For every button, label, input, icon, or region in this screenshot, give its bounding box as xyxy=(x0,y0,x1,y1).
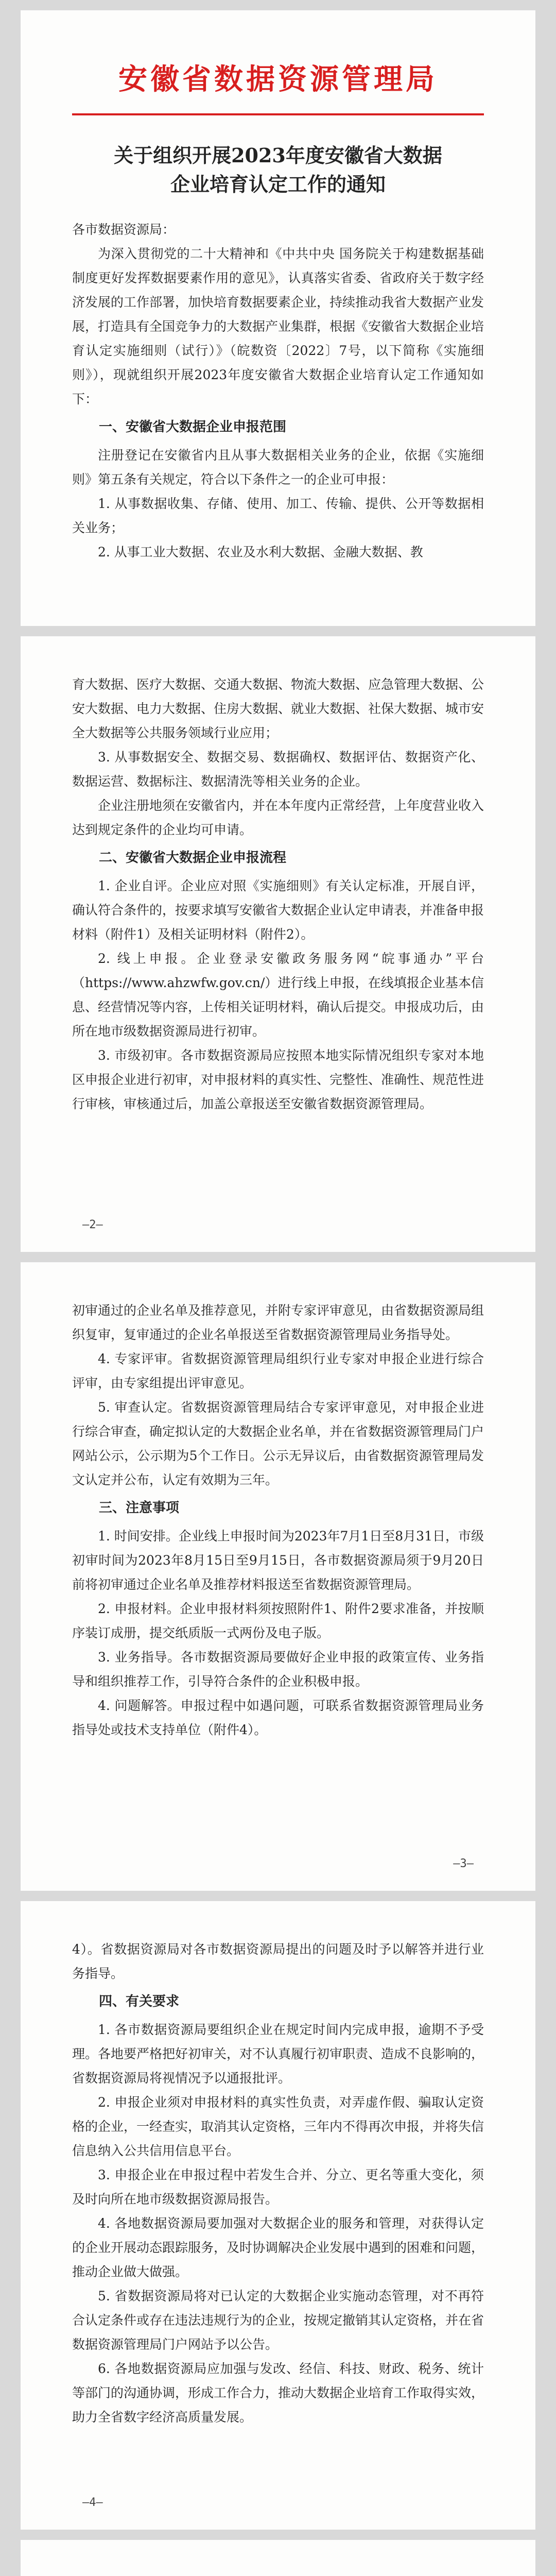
page-number: —4— xyxy=(82,2496,103,2509)
paragraph: 3. 申报企业在申报过程中若发生合并、分立、更名等重大变化，须及时向所在地市级数据资源局报告。 xyxy=(72,2167,484,2207)
salutation: 各市数据资源局： xyxy=(72,222,176,237)
paragraph: 1. 企业自评。企业应对照《实施细则》有关认定标准，开展自评，确认符合条件的，按要求填写安徽省大数据企业认定申请表，并准备申报材料（附件1）及相关证明材料（附件2）。 xyxy=(72,878,484,942)
paragraph: 4. 专家评审。省数据资源管理局组织行业专家对申报企业进行综合评审，由专家组提出评审意见。 xyxy=(72,1351,484,1391)
title-line-1: 关于组织开展2023年度安徽省大数据 xyxy=(114,144,442,167)
paragraph: 6. 各地数据资源局应加强与发改、经信、科技、财政、税务、统计等部门的沟通协调，形成工作合力，推动大数据企业培育工作取得实效，助力全省数字经济高质量发展。 xyxy=(72,2361,484,2425)
document-page-3 xyxy=(21,1262,535,1891)
paragraph: 3. 从事数据安全、数据交易、数据确权、数据评估、数据资产化、数据运营、数据标注、数据清洗等相关业务的企业。 xyxy=(72,750,484,789)
masthead: 安徽省数据资源管理局 xyxy=(118,63,438,96)
page-number: —3— xyxy=(453,1857,474,1870)
document-page-2 xyxy=(21,636,535,1252)
page-number: —2— xyxy=(82,1218,103,1231)
paragraph: 4. 各地数据资源局要加强对大数据企业的服务和管理，对获得认定的企业开展动态跟踪服务，及时协调解决企业发展中遇到的困难和问题，推动企业做大做强。 xyxy=(72,2216,484,2279)
list-item: 1. 从事数据收集、存储、使用、加工、传输、提供、公开等数据相关业务； xyxy=(72,496,484,535)
paragraph: 3. 业务指导。各市数据资源局要做好企业申报的政策宣传、业务指导和组织推荐工作，引导符合条件的企业积极申报。 xyxy=(72,1650,484,1689)
paragraph: 5. 审查认定。省数据资源管理局结合专家评审意见，对申报企业进行综合审查，确定拟认定的大数据企业名单，并在省数据资源管理局门户网站公示，公示期为5个工作日。公示无异议后，由省数据资源管理局发文认定并公布，认定有效期为三年。 xyxy=(72,1400,484,1487)
paragraph: 企业注册地须在安徽省内，并在本年度内正常经营，上年度营业收入达到规定条件的企业均可申请。 xyxy=(72,798,484,837)
paragraph: 2. 申报材料。企业申报材料须按照附件1、附件2要求准备，并按顺序装订成册，提交纸质版一式两份及电子版。 xyxy=(72,1601,484,1640)
list-item: 2. 从事工业大数据、农业及水利大数据、金融大数据、教 xyxy=(98,545,423,560)
paragraph: 4）。省数据资源局对各市数据资源局提出的问题及时予以解答并进行业务指导。 xyxy=(72,1942,484,1981)
paragraph: 5. 省数据资源局将对已认定的大数据企业实施动态管理，对不再符合认定条件或存在违法违规行为的企业，按规定撤销其认定资格，并在省数据资源管理局门户网站予以公告。 xyxy=(72,2289,484,2352)
paragraph: 4. 问题解答。申报过程中如遇问题，可联系省数据资源管理局业务指导处或技术支持单位（附件4）。 xyxy=(72,1698,484,1737)
section-heading-4: 四、有关要求 xyxy=(99,1994,180,2009)
paragraph: 1. 时间安排。企业线上申报时间为2023年7月1日至8月31日，市级初审时间为2023年8月15日至9月15日，各市数据资源局须于9月20日前将初审通过企业名单及推荐材料报送至省数据资源管理局。 xyxy=(72,1529,484,1592)
document-page-1 xyxy=(21,10,535,626)
section-heading-2: 二、安徽省大数据企业申报流程 xyxy=(99,850,287,866)
document-title xyxy=(72,141,484,199)
title-line-2: 企业培育认定工作的通知 xyxy=(170,173,386,196)
intro-paragraph: 为深入贯彻党的二十大精神和《中共中央 国务院关于构建数据基础制度更好发挥数据要素作用的意见》，认真落实省委、省政府关于数字经济发展的工作部署，加快培育数据要素企业，持续推动我省大数据产业发展，打造具有全国竞争力的大数据产业集群，根据《安徽省大数据企业培育认定实施细则（试行）》（皖数资〔2022〕7号，以下简称《实施细则》），现就组织开展2023年度安徽省大数据企业培育认定工作通知如下： xyxy=(72,246,484,406)
paragraph: 初审通过的企业名单及推荐意见，并附专家评审意见，由省数据资源局组织复审，复审通过的企业名单报送至省数据资源管理局业务指导处。 xyxy=(72,1303,484,1342)
paragraph: 3. 市级初审。各市数据资源局应按照本地实际情况组织专家对本地区申报企业进行初审，对申报材料的真实性、完整性、准确性、规范性进行审核，审核通过后，加盖公章报送至安徽省数据资源管理局。 xyxy=(72,1048,484,1111)
document-page-4 xyxy=(21,1901,535,2530)
section-heading-1: 一、安徽省大数据企业申报范围 xyxy=(99,419,287,435)
paragraph: 1. 各市数据资源局要组织企业在规定时间内完成申报，逾期不予受理。各地要严格把好初审关，对不认真履行初审职责、造成不良影响的，省数据资源局将视情况予以通报批评。 xyxy=(72,2022,484,2086)
section-heading-3: 三、注意事项 xyxy=(99,1500,180,1516)
paragraph: 2. 申报企业须对申报材料的真实性负责，对弄虚作假、骗取认定资格的企业，一经查实，取消其认定资格，三年内不得再次申报，并将失信信息纳入公共信用信息平台。 xyxy=(72,2095,484,2158)
paragraph: 育大数据、医疗大数据、交通大数据、物流大数据、应急管理大数据、公安大数据、电力大数据、住房大数据、就业大数据、社保大数据、城市安全大数据等公共服务领域行业应用； xyxy=(72,677,484,740)
red-divider xyxy=(72,113,484,115)
document-page-5 xyxy=(21,2540,535,2576)
paragraph: 注册登记在安徽省内且从事大数据相关业务的企业，依据《实施细则》第五条有关规定，符合以下条件之一的企业可申报： xyxy=(72,448,484,487)
paragraph: 2. 线上申报。企业登录安徽政务服务网“皖事通办”平台（https://www.ahzwfw.gov.cn/）进行线上申报，在线填报企业基本信息、经营情况等内容，上传相关证明材料，确认后提交。申报成功后，由所在地市级数据资源局进行初审。 xyxy=(72,951,484,1039)
